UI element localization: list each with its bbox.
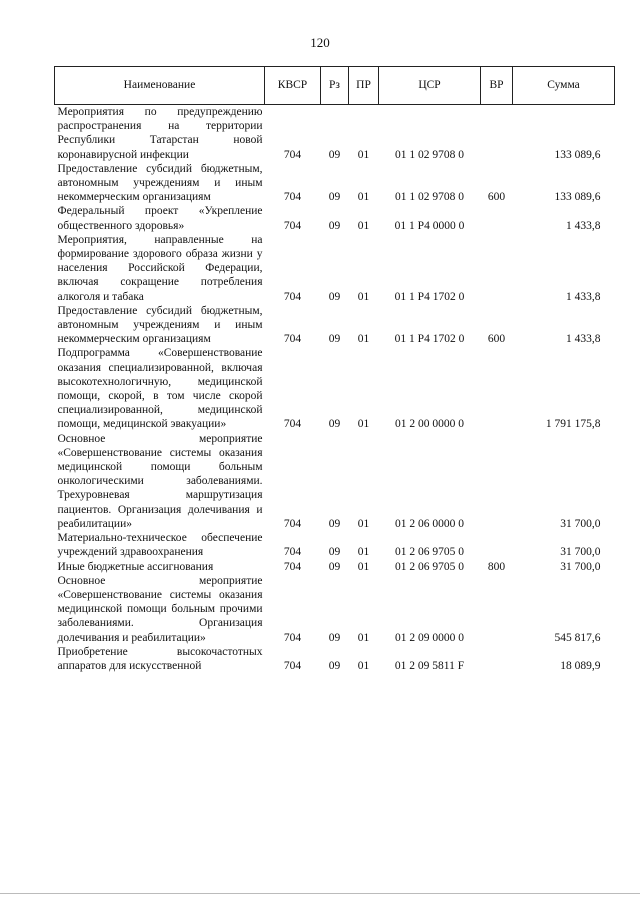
- row-pr: 01: [357, 517, 370, 530]
- row-pr: 01: [357, 546, 370, 559]
- row-name: Основное мероприятие «Совершенствование системы оказания медицинской помощи больным онкологическими заболеваниями. Трехуровневая маршрутизация пациентов. Организация долечивания и реабилитации»: [57, 432, 263, 530]
- row-name: Мероприятия по предупреждению распространения на территории Республики Татарстан новой коронавирусной инфекции: [57, 106, 263, 161]
- row-csr: 01 1 P4 1702 0: [394, 290, 465, 303]
- row-kvsr: 704: [283, 546, 302, 559]
- row-name: Иные бюджетные ассигнования: [57, 560, 214, 573]
- row-sum: 31 700,0: [560, 517, 601, 530]
- row-vr: [481, 645, 513, 673]
- table-row: [55, 304, 615, 347]
- header-kvsr: КВСР: [265, 67, 321, 105]
- row-csr: 01 2 09 5811 F: [394, 659, 465, 672]
- row-pr: 01: [357, 290, 370, 303]
- header-rz: Рз: [321, 67, 349, 105]
- row-sum: 1 433,8: [566, 333, 601, 346]
- row-kvsr: 704: [283, 148, 302, 161]
- scan-edge-divider: [0, 893, 640, 894]
- row-pr: 01: [357, 631, 370, 644]
- row-name: Основное мероприятие «Совершенствование системы оказания медицинской помощи больным прочими заболеваниями. Организация долечивания и реабилитации»: [57, 574, 263, 644]
- row-name: Федеральный проект «Укрепление общественного здоровья»: [57, 205, 263, 232]
- row-rz: 09: [328, 290, 341, 303]
- row-rz: 09: [328, 333, 341, 346]
- row-sum: 545 817,6: [554, 631, 601, 644]
- row-kvsr: 704: [283, 219, 302, 232]
- table-header-row: [55, 67, 615, 105]
- table-row: [55, 233, 615, 304]
- table-row: [55, 204, 615, 232]
- row-rz: 09: [328, 418, 341, 431]
- row-kvsr: 704: [283, 517, 302, 530]
- header-vr: ВР: [481, 67, 513, 105]
- row-vr: 800: [487, 560, 506, 573]
- table-row: [55, 531, 615, 559]
- row-rz: 09: [328, 219, 341, 232]
- row-pr: 01: [357, 333, 370, 346]
- row-csr: 01 1 02 9708 0: [395, 148, 464, 161]
- row-rz: 09: [328, 546, 341, 559]
- table-row: [55, 560, 615, 574]
- row-kvsr: 704: [283, 191, 302, 204]
- header-name: Наименование: [55, 67, 265, 105]
- row-csr: 01 1 02 9708 0: [395, 191, 464, 204]
- row-kvsr: 704: [283, 333, 302, 346]
- row-vr: [481, 432, 513, 531]
- budget-table-container: [54, 66, 614, 673]
- row-sum: 1 791 175,8: [545, 418, 601, 431]
- row-sum: 31 700,0: [560, 560, 601, 573]
- row-sum: 18 089,9: [560, 659, 601, 672]
- table-row: [55, 105, 615, 162]
- budget-table: [54, 66, 615, 673]
- row-vr: [481, 531, 513, 559]
- row-vr: 600: [487, 333, 506, 346]
- row-kvsr: 704: [283, 659, 302, 672]
- row-sum: 133 089,6: [554, 191, 601, 204]
- row-pr: 01: [357, 659, 370, 672]
- table-row: [55, 574, 615, 645]
- header-pr: ПР: [349, 67, 379, 105]
- table-row: [55, 432, 615, 531]
- table-row: [55, 645, 615, 673]
- row-csr: 01 2 09 0000 0: [395, 631, 464, 644]
- row-csr: 01 1 P4 1702 0: [394, 333, 465, 346]
- row-csr: 01 2 06 9705 0: [395, 560, 464, 573]
- row-kvsr: 704: [283, 631, 302, 644]
- table-row: [55, 346, 615, 431]
- row-csr: 01 2 00 0000 0: [395, 418, 464, 431]
- row-csr: 01 1 P4 0000 0: [394, 219, 465, 232]
- table-row: [55, 162, 615, 205]
- row-rz: 09: [328, 659, 341, 672]
- row-name: Приобретение высокочастотных аппаратов для искусственной: [57, 645, 263, 672]
- row-name: Материально-техническое обеспечение учреждений здравоохранения: [57, 532, 263, 559]
- row-vr: [481, 105, 513, 162]
- row-sum: 1 433,8: [566, 219, 601, 232]
- row-vr: [481, 204, 513, 232]
- row-name: Предоставление субсидий бюджетным, автономным учреждениям и иным некоммерческим организациям: [57, 304, 263, 346]
- row-vr: [481, 233, 513, 304]
- row-rz: 09: [328, 191, 341, 204]
- row-kvsr: 704: [283, 560, 302, 573]
- row-rz: 09: [328, 631, 341, 644]
- row-sum: 133 089,6: [554, 148, 601, 161]
- row-name: Подпрограмма «Совершенствование оказания специализированной, включая высокотехнологичную, медицинской помощи, скорой, в том числе скорой специализированной, медицинской помощи, медицинской эвакуации»: [57, 347, 263, 431]
- header-sum: Сумма: [513, 67, 615, 105]
- row-csr: 01 2 06 9705 0: [395, 546, 464, 559]
- row-pr: 01: [357, 560, 370, 573]
- row-vr: 600: [487, 191, 506, 204]
- row-kvsr: 704: [283, 418, 302, 431]
- row-rz: 09: [328, 148, 341, 161]
- row-pr: 01: [357, 418, 370, 431]
- row-name: Предоставление субсидий бюджетным, автономным учреждениям и иным некоммерческим организациям: [57, 162, 263, 204]
- row-vr: [481, 574, 513, 645]
- row-vr: [481, 346, 513, 431]
- row-name: Мероприятия, направленные на формирование здорового образа жизни у населения Российской Федерации, включая сокращение потребления алкоголя и табака: [57, 233, 263, 303]
- row-kvsr: 704: [283, 290, 302, 303]
- row-pr: 01: [357, 148, 370, 161]
- row-pr: 01: [357, 219, 370, 232]
- row-sum: 31 700,0: [560, 546, 601, 559]
- row-csr: 01 2 06 0000 0: [395, 517, 464, 530]
- header-csr: ЦСР: [379, 67, 481, 105]
- row-rz: 09: [328, 560, 341, 573]
- row-rz: 09: [328, 517, 341, 530]
- row-pr: 01: [357, 191, 370, 204]
- row-sum: 1 433,8: [566, 290, 601, 303]
- page-number: 120: [310, 35, 330, 50]
